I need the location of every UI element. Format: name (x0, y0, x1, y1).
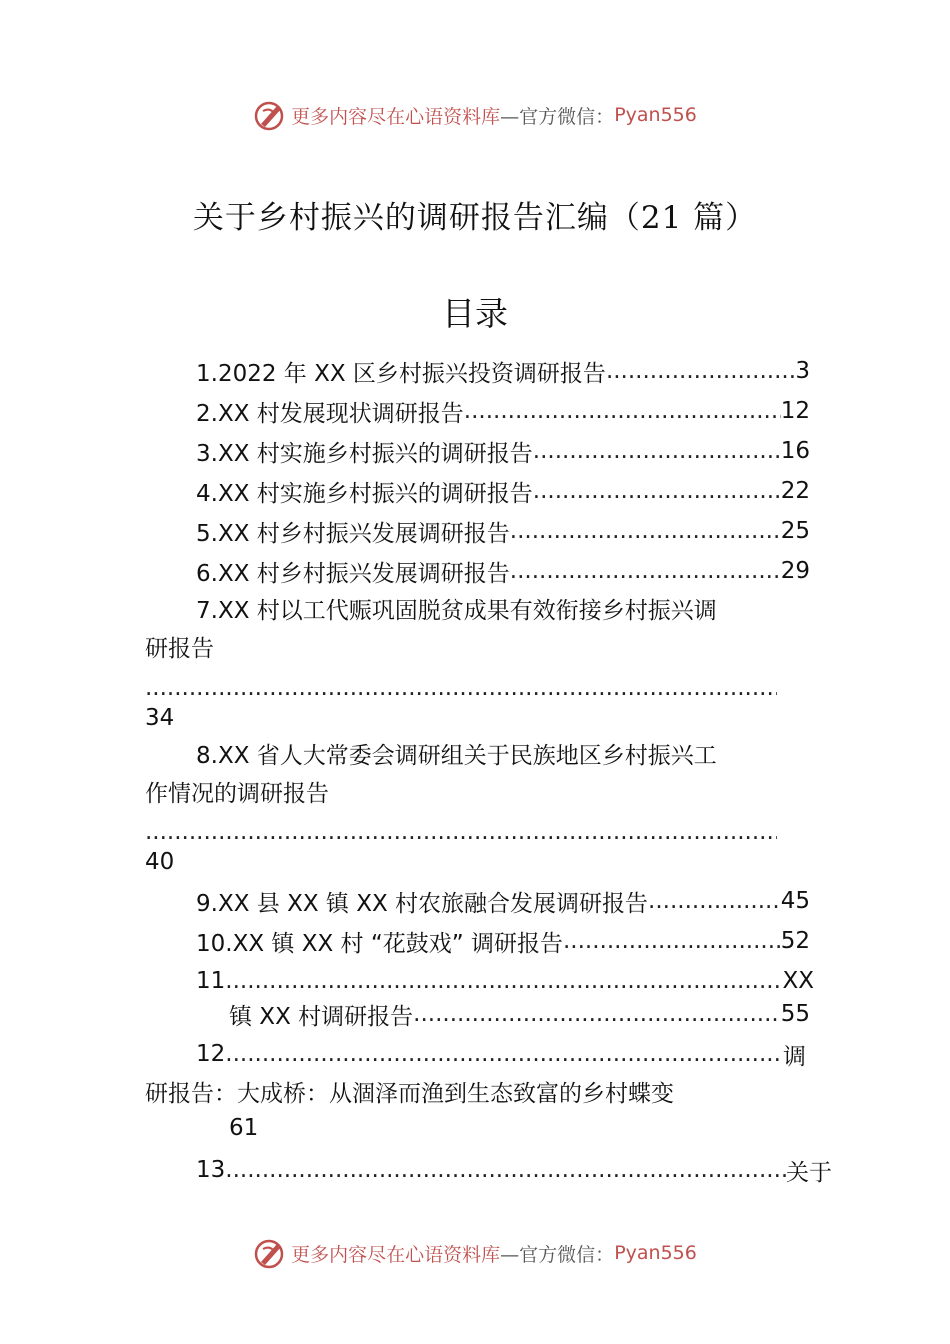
toc-entry-10[interactable] (196, 925, 810, 957)
toc-entry-page: 55 (780, 1001, 810, 1027)
toc-leader-dots (606, 358, 795, 384)
watermark-wechat-id: Pyan556 (614, 1242, 697, 1264)
toc-leader-dots (413, 1001, 781, 1027)
toc-entry-page: 3 (795, 358, 810, 384)
toc-leader-dots (533, 438, 781, 464)
toc-entry-title: 3.XX 村实施乡村振兴的调研报告 (196, 440, 533, 467)
pen-logo-icon (253, 1236, 287, 1270)
toc-entry-title: 9.XX 县 XX 镇 XX 村农旅融合发展调研报告 (196, 890, 649, 917)
toc-entry-page: 29 (780, 558, 810, 584)
toc-leader-dots (145, 819, 777, 845)
toc-leader-dots (464, 398, 781, 424)
toc-leader-dots (145, 675, 777, 701)
toc-entry-tail: 调 (783, 1043, 806, 1070)
toc-entry-7-page: 34 (145, 705, 175, 731)
toc-entry-1[interactable] (196, 355, 810, 387)
toc-entry-8-line2[interactable]: 作情况的调研报告 (145, 781, 329, 807)
header-watermark (0, 95, 950, 135)
toc-entry-page: 22 (780, 478, 810, 504)
toc-entry-7-line1[interactable]: 7.XX 村以工代赈巩固脱贫成果有效衔接乡村振兴调 (196, 598, 717, 624)
document-title: 关于乡村振兴的调研报告汇编（21 篇） (192, 200, 758, 236)
toc-entry-page: 52 (780, 928, 810, 954)
toc-heading: 目录 (442, 294, 508, 333)
watermark-site-name: 更多内容尽在心语资料库 (291, 1243, 501, 1266)
toc-entry-tail: 关于 (786, 1159, 832, 1186)
watermark-label: —官方微信： (500, 1243, 615, 1266)
toc-entry-2[interactable] (196, 395, 810, 427)
toc-entry-number: 13 (196, 1157, 226, 1183)
footer-watermark (0, 1233, 950, 1273)
toc-entry-tail: XX (782, 968, 814, 994)
toc-entry-12-line1[interactable] (196, 1038, 806, 1070)
toc-entry-page: 16 (780, 438, 810, 464)
toc-entry-title: 10.XX 镇 XX 村 “花鼓戏” 调研报告 (196, 930, 563, 957)
toc-leader-dots (510, 518, 781, 544)
toc-entry-12-page: 61 (229, 1115, 259, 1141)
toc-entry-number: 11 (196, 968, 226, 994)
toc-entry-11-line2[interactable] (229, 998, 810, 1030)
toc-entry-title: 1.2022 年 XX 区乡村振兴投资调研报告 (196, 360, 606, 387)
toc-entry-4[interactable] (196, 475, 810, 507)
toc-leader-dots (225, 1041, 783, 1067)
toc-entry-title: 镇 XX 村调研报告 (229, 1003, 414, 1030)
toc-entry-6[interactable] (196, 555, 810, 587)
toc-entry-11-line1[interactable] (196, 965, 814, 997)
toc-entry-title: 4.XX 村实施乡村振兴的调研报告 (196, 480, 533, 507)
toc-entry-title: 5.XX 村乡村振兴发展调研报告 (196, 520, 510, 547)
toc-entry-7-leader (145, 672, 777, 704)
toc-entry-8-page: 40 (145, 849, 175, 875)
toc-leader-dots (648, 888, 781, 914)
toc-entry-7-line2[interactable]: 研报告 (145, 636, 214, 662)
toc-leader-dots (225, 1157, 786, 1183)
toc-entry-8-line1[interactable]: 8.XX 省人大常委会调研组关于民族地区乡村振兴工 (196, 743, 717, 769)
toc-entry-title: 2.XX 村发展现状调研报告 (196, 400, 464, 427)
toc-leader-dots (225, 968, 782, 994)
toc-entry-title: 6.XX 村乡村振兴发展调研报告 (196, 560, 510, 587)
toc-entry-13-line1[interactable] (196, 1154, 832, 1186)
toc-entry-number: 12 (196, 1041, 226, 1067)
watermark-site-name: 更多内容尽在心语资料库 (291, 105, 501, 128)
toc-leader-dots (533, 478, 781, 504)
toc-leader-dots (563, 928, 781, 954)
toc-entry-page: 45 (780, 888, 810, 914)
watermark-label: —官方微信： (500, 105, 615, 128)
toc-entry-page: 25 (780, 518, 810, 544)
toc-entry-page: 12 (780, 398, 810, 424)
toc-entry-5[interactable] (196, 515, 810, 547)
toc-leader-dots (510, 558, 781, 584)
toc-entry-3[interactable] (196, 435, 810, 467)
toc-entry-12-line2[interactable]: 研报告：大成桥：从涸泽而渔到生态致富的乡村蝶变 (145, 1081, 674, 1107)
watermark-wechat-id: Pyan556 (614, 104, 697, 126)
toc-entry-8-leader (145, 816, 777, 848)
pen-logo-icon (253, 98, 287, 132)
toc-entry-9[interactable] (196, 885, 810, 917)
